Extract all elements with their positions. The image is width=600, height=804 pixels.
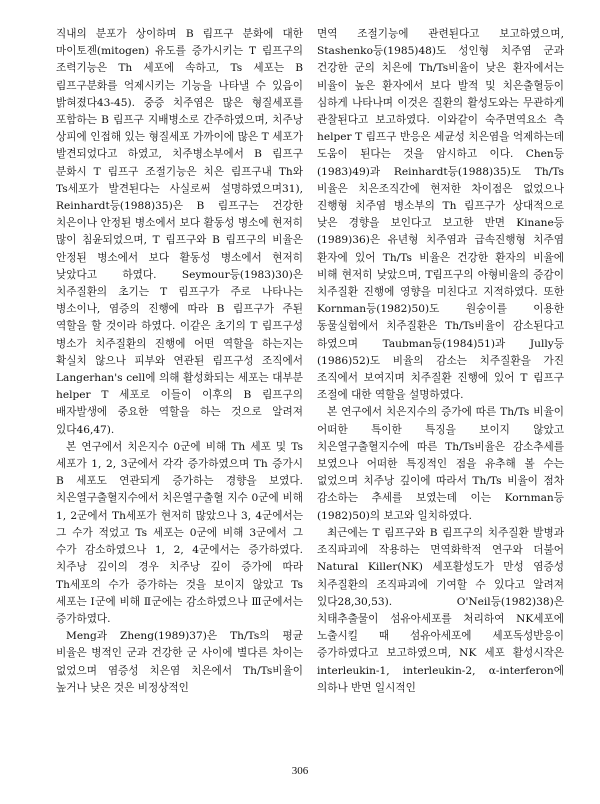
right-paragraph-2: 본 연구에서 치은지수의 증가에 따른 Th/Ts 비율이 어떠한 특이한 특징을 보이지 않았고 치은열구출혈지수에 따른 Th/Ts비율은 감소추세를 보였으나 어떠한 특징적인 점을 유추해 볼 수는 없었으며 치주낭 깊이에 따라서 Th/Ts 비율이 점차 감소하는 추세를 보였는데 이는 Kornman등(1982)50)의 보고와 일치하였다. — [317, 406, 564, 522]
right-paragraph-3: 최근에는 T 림프구와 B 림프구의 치주질환 발병과 조직파괴에 작용하는 면역화학적 연구와 더불어 Natural Killer(NK) 세포활성도가 만성 염증성 치주질환의 조직파괴에 기여할 수 있다고 알려져 있다28,30,53). O'Neil등(1982)38)은 치태추출물이 섬유아세포를 처리하여 NK세포에 노출시킬 때 섬유아세포에 세포독성반응이 증가하였다고 보고하였으며, NK 세포 활성시작은 interleukin-1, interleukin-2, α-interferon에 의하나 반면 일시적인 — [317, 526, 564, 694]
right-paragraph-1: 면역 조절기능에 관련된다고 보고하였으며, Stashenko등(1985)48)도 성인형 치주염 군과 건강한 군의 치은에 Th/Ts비율이 낮은 환자에서는 비율이 높은 환자에서 보다 발적 및 치은출혈등이 심하게 나타나며 이것은 질환의 활성도와는 무관하게 관찰된다고 보고하였다. 이와같이 숙주면역요소 측 helper T 림프구 반응은 세균성 치은염을 억제하는데 도움이 된다는 것을 암시하고 이다. Chen등(1983)49)과 Reinhardt등(1988)35)도 Th/Ts 비율은 치은조직간에 현저한 차이점은 없었으나 진행형 치주염 병소부의 Th 림프구가 상대적으로 낮은 경향을 보인다고 보고한 반면 Kinane등(1989)36)은 유년형 치주염과 급속진행형 치주염 환자에 있어 Th/Ts 비율은 건강한 환자의 비율에 비해 현저히 낮았으며, T림프구의 아형비율의 증감이 치주질환 진행에 영향을 미친다고 지적하였다. 또한 Kornman등(1982)50)도 원숭이를 이용한 동물실험에서 치주질환은 Th/Ts비율이 감소된다고 하였으며 Taubman등(1984)51)과 Jully등(1986)52)도 비율의 감소는 치주질환을 가진 조직에서 보여지며 치주질환 진행에 있어 T 림프구 조절에 대한 역할을 설명하였다. — [317, 28, 564, 402]
left-paragraph-3: Meng과 Zheng(1989)37)은 Th/Ts의 평균 비율은 병적인 군과 건강한 군 사이에 별다른 차이는 없었으며 염증성 치은염 치은에서 Th/Ts비율이 높거나 낮은 것은 비정상적인 — [56, 630, 303, 694]
left-paragraph-1: 직내의 분포가 상이하며 B 림프구 분화에 대한 마이토젠(mitogen) 유도를 증가시키는 T 림프구의 조력기능은 Th 세포에 속하고, Ts 세포는 B 림프구분화를 억제시키는 기능을 나타낼 수 있음이 밝혀졌다43-45). 중증 치주염은 많은 형질세포를 포함하는 B 림프구 지배병소로 간주하였으며, 치주낭 상피에 인접해 있는 형질세포 가까이에 많은 T 세포가 발견되었다고 하였고, 치주병소부에서 B 림프구 분화시 T 림프구 조절기능은 치은 림프구내 Th와 Ts세포가 발견된다는 사실로써 설명하였으며31), Reinhardt등(1988)35)은 B 림프구는 건강한 치은이나 안정된 병소에서 보다 활동성 병소에 현저히 많이 침윤되었으며, T 림프구와 B 림프구의 비율은 안정된 병소에서 보다 활동성 병소에서 현저히 낮았다고 하였다. Seymour등(1983)30)은 치주질환의 초기는 T 림프구가 주로 나타나는 병소이나, 염증의 진행에 따라 B 림프구가 주된 역할을 할 것이라 하였다. 이같은 초기의 T 림프구성 병소가 치주질환의 진행에 어떤 역할을 하는지는 확실치 않으나 피부와 연관된 림프구성 조직에서 Langerhan's cell에 의해 활성화되는 세포는 대부분 helper T 세포로 이들이 이후의 B 림프구의 배자발생에 중요한 역할을 하는 것으로 알려져 있다46,47). — [56, 28, 303, 436]
page-number: 306 — [291, 765, 309, 777]
right-column — [317, 26, 564, 697]
left-column — [56, 26, 303, 697]
left-paragraph-2: 본 연구에서 치은지수 0군에 비해 Th 세포 및 Ts 세포가 1, 2, 3군에서 각각 증가하였으며 Th 증가시 B 세포도 연관되게 증가하는 경향을 보였다. 치은열구출혈지수에서 치은열구출혈 지수 0군에 비해 1, 2군에서 Th세포가 현저히 많았으나 3, 4군에서는 그 수가 적었고 Ts 세포는 0군에 비해 3군에서 그 수가 감소하였으나 1, 2, 4군에서는 증가하였다. 치주낭 깊이의 경우 치주낭 깊이 증가에 따라 Th세포의 수가 증가하는 것을 보이지 않았고 Ts 세포는 Ⅰ군에 비해 Ⅱ군에는 감소하였으나 Ⅲ군에서는 증가하였다. — [56, 440, 303, 625]
